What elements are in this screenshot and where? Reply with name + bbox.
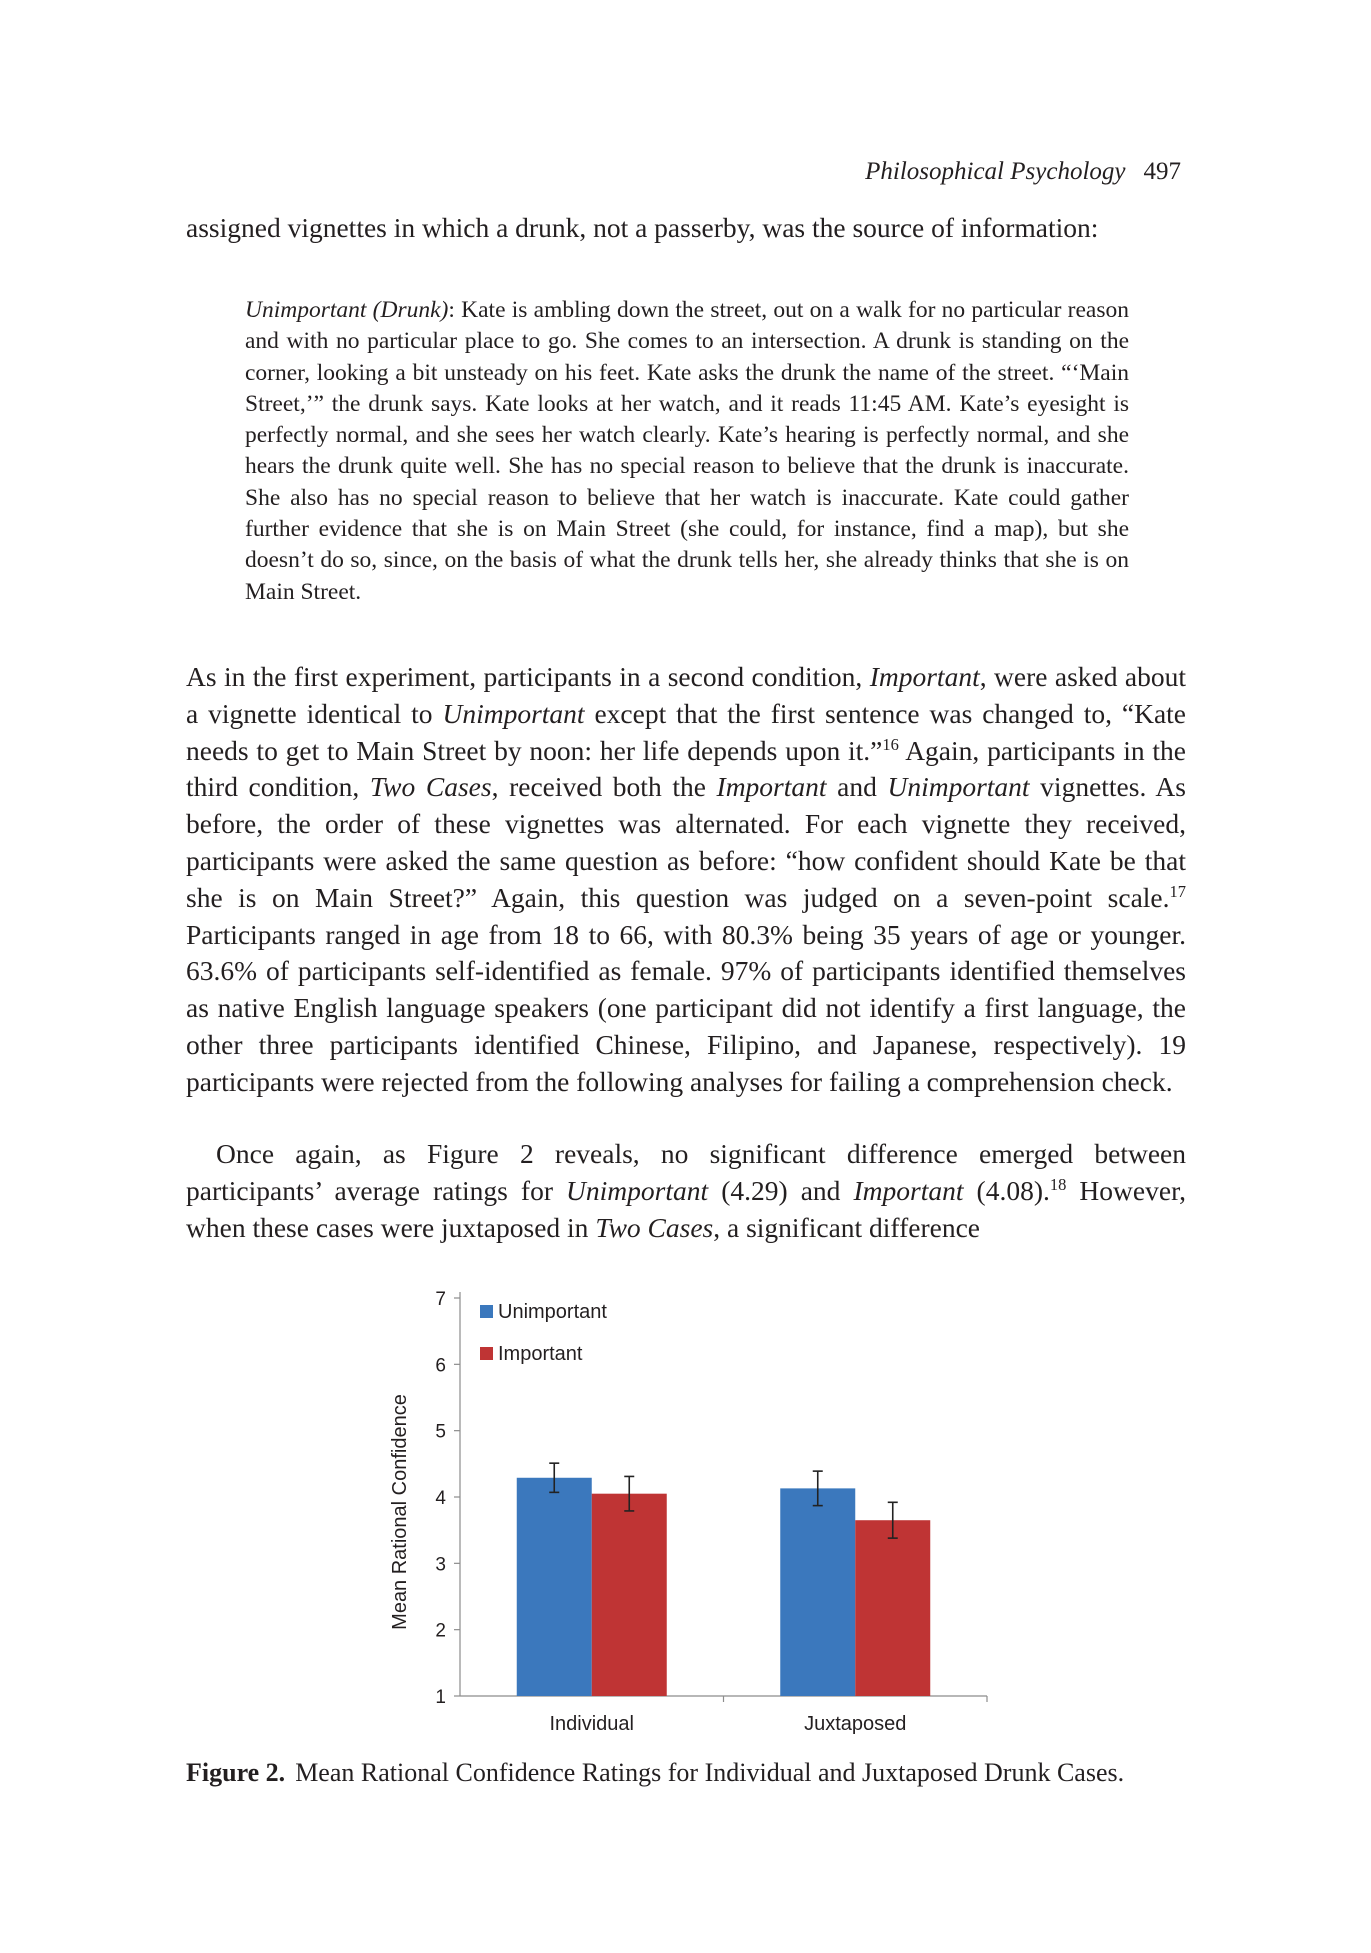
text-run: (4.29) and (708, 1174, 854, 1206)
italic-term: Important (853, 1174, 964, 1206)
bar (780, 1488, 855, 1696)
italic-term: Unimportant (887, 771, 1030, 803)
vignette-block (245, 295, 1129, 608)
caption-text: Mean Rational Confidence Ratings for Individual and Juxtaposed Drunk Cases. (295, 1758, 1125, 1787)
paragraph-2 (186, 1136, 1186, 1246)
bar (855, 1520, 930, 1696)
y-axis-label: Mean Rational Confidence (389, 1394, 411, 1630)
caption-label: Figure 2. (186, 1758, 286, 1787)
page-number: 497 (1143, 158, 1181, 185)
y-tick-label: 4 (435, 1488, 446, 1509)
footnote-ref[interactable]: 16 (882, 734, 899, 754)
intro-text: assigned vignettes in which a drunk, not a passerby, was the source of information: (186, 212, 1099, 243)
bar (517, 1478, 592, 1696)
italic-term: Unimportant (442, 697, 585, 729)
italic-term: Important (716, 771, 827, 803)
text-run: Once again, as Figure 2 reveals, no significant difference emerged between participants’ average ratings for (186, 1138, 1186, 1206)
text-run: (4.08). (963, 1174, 1050, 1206)
text-run: As in the first experiment, participants in a second condition, (186, 661, 870, 692)
running-header (865, 158, 1181, 186)
text-run: and (826, 771, 888, 803)
italic-term: Two Cases (369, 771, 492, 803)
legend-swatch (480, 1347, 493, 1360)
footnote-ref[interactable]: 18 (1049, 1174, 1067, 1194)
x-tick-label: Juxtaposed (804, 1713, 907, 1735)
y-tick-label: 6 (435, 1355, 446, 1377)
legend-label: Unimportant (498, 1301, 607, 1323)
vignette-title: Unimportant (Drunk) (245, 297, 449, 323)
intro-paragraph (186, 210, 1186, 247)
italic-term: Unimportant (566, 1174, 709, 1206)
italic-term: Two Cases (595, 1211, 714, 1243)
text-run: , received both the (491, 771, 717, 803)
y-tick-label: 3 (435, 1554, 446, 1576)
y-tick-label: 7 (435, 1289, 446, 1310)
text-run: Again, participants in the third condition, (186, 734, 1187, 803)
legend-label: Important (498, 1343, 583, 1365)
text-run: , a significant difference (713, 1211, 980, 1243)
figure-2 (370, 1276, 1010, 1746)
text-run: except that the first sentence was changed to, “Kate needs to get to Main Street by noon: her life depends upon it.” (186, 697, 1186, 766)
text-run: However, when these cases were juxtaposed in (186, 1174, 1186, 1243)
footnote-ref[interactable]: 17 (1169, 881, 1186, 901)
journal-title: Philosophical Psychology (865, 158, 1126, 185)
bar (592, 1494, 667, 1696)
y-tick-label: 1 (435, 1687, 446, 1708)
paragraph-1 (186, 659, 1186, 1101)
text-run: Participants ranged in age from 18 to 66, with 80.3% being 35 years of age or younger. 63.6% of participants self-identified as female. 97% of participants identified themselves as native English language speakers (one participant did not identify a first language, the other three participants identified Chinese, Filipino, and Japanese, respectively). 19 participants were rejected from the following analyses for failing a comprehension check. (186, 918, 1186, 1097)
y-tick-label: 5 (435, 1421, 446, 1443)
figure-caption (186, 1758, 1186, 1788)
italic-term: Important (869, 661, 980, 692)
legend-swatch (480, 1305, 493, 1318)
text-run: , were asked about a vignette identical to (186, 661, 1187, 729)
y-tick-label: 2 (435, 1620, 446, 1642)
x-tick-label: Individual (549, 1713, 635, 1735)
vignette-text: : Kate is ambling down the street, out on a walk for no particular reason and with no particular place to go. She comes to an intersection. A drunk is standing on the corner, looking a bit unsteady on his feet. Kate asks the drunk the name of the street. “‘Main Street,’” the drunk says. Kate looks at her watch, and it reads 11:45 AM. Kate’s eyesight is perfectly normal, and she sees her watch clearly. Kate’s hearing is perfectly normal, and she hears the drunk quite well. She has no special reason to believe that the drunk is inaccurate. She also has no special reason to believe that her watch is inaccurate. Kate could gather further evidence that she is on Main Street (she could, for instance, find a map), but she doesn’t do so, since, on the basis of what the drunk tells her, she already thinks that she is on Main Street. (245, 297, 1129, 605)
text-run: vignettes. As before, the order of these vignettes was alternated. For each vignette they received, participants were asked the same question as before: “how confident should Kate be that she is on Main Street?” Again, this question was judged on a seven-point scale. (186, 771, 1186, 913)
bar-chart (370, 1276, 1010, 1746)
